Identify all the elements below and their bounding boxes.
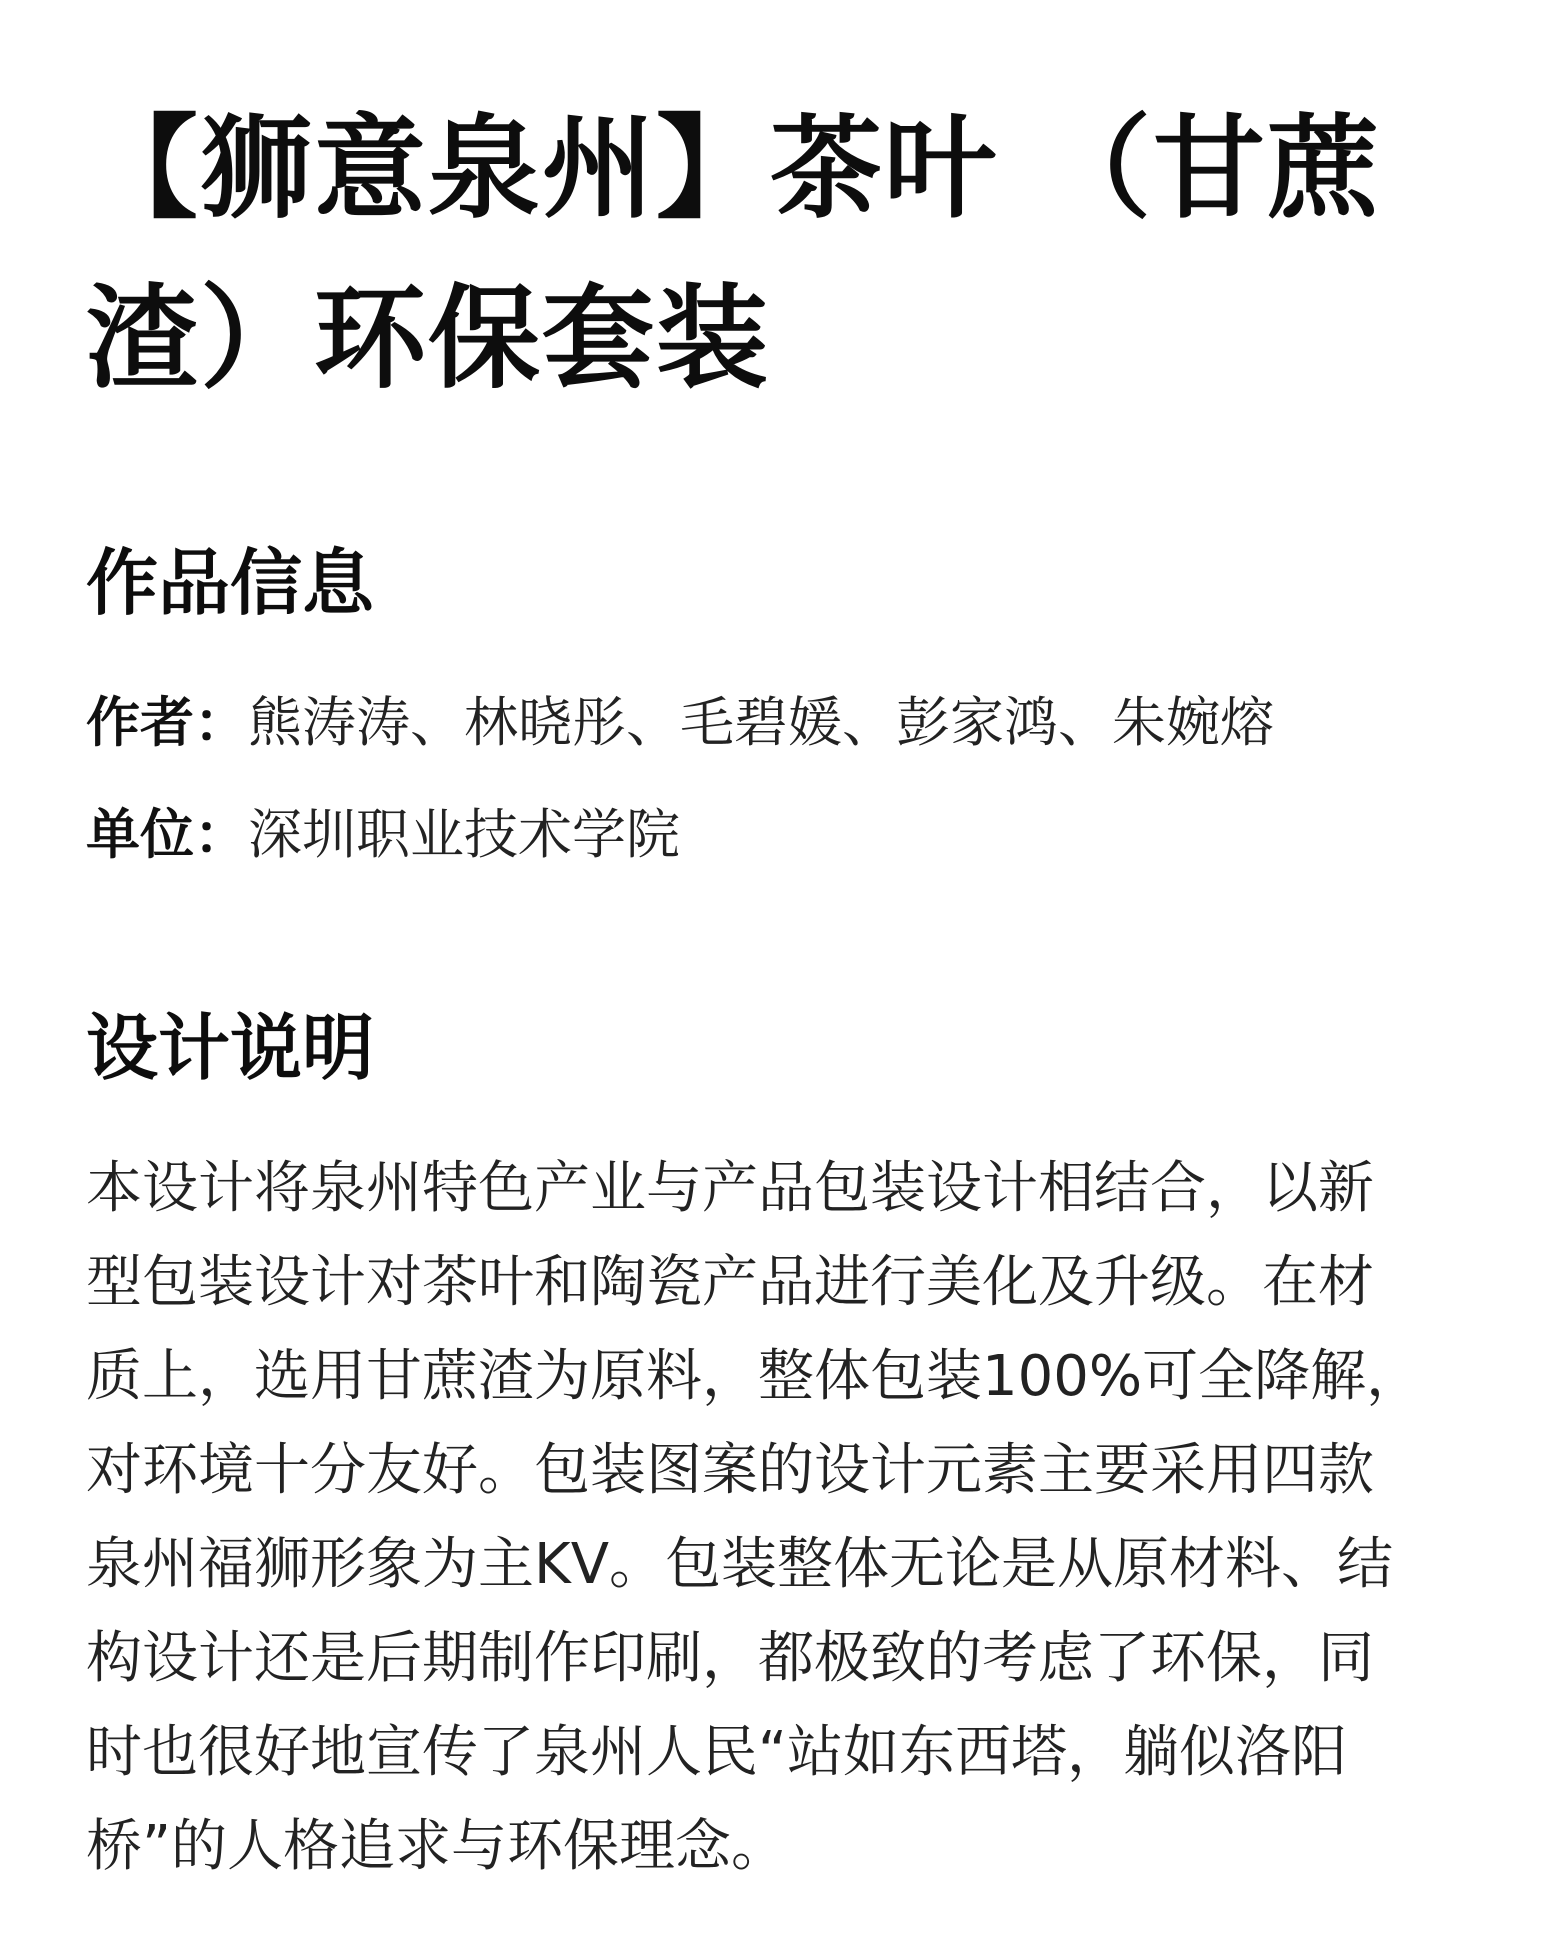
page-title-line-2: 渣）环保套装 xyxy=(86,274,770,404)
design-description-body xyxy=(86,1142,1486,1894)
description-line: 构设计还是后期制作印刷，都极致的考虑了环保，同 xyxy=(86,1626,1374,1691)
description-line: 型包装设计对茶叶和陶瓷产品进行美化及升级。在材 xyxy=(86,1250,1374,1315)
unit-label: 单位： xyxy=(86,803,248,866)
author-row xyxy=(86,688,1274,758)
description-line: 对环境十分友好。包装图案的设计元素主要采用四款 xyxy=(86,1438,1374,1503)
unit-row xyxy=(86,800,680,870)
description-line: 本设计将泉州特色产业与产品包装设计相结合，以新 xyxy=(86,1156,1374,1221)
unit-value: 深圳职业技术学院 xyxy=(248,803,680,866)
design-description-heading: 设计说明 xyxy=(86,1006,375,1090)
author-value: 熊涛涛、林晓彤、毛碧媛、彭家鸿、朱婉熔 xyxy=(248,691,1274,754)
author-label: 作者： xyxy=(86,691,248,754)
work-info-heading: 作品信息 xyxy=(86,541,375,625)
description-line: 质上，选用甘蔗渣为原料，整体包装100%可全降解， xyxy=(86,1344,1423,1409)
description-line: 泉州福狮形象为主KV。包装整体无论是从原材料、结 xyxy=(86,1532,1394,1597)
page-title xyxy=(86,84,1486,424)
description-line: 时也很好地宣传了泉州人民“站如东西塔，躺似洛阳 xyxy=(86,1720,1348,1785)
page-title-line-1: 【狮意泉州】茶叶 （甘蔗 xyxy=(86,104,1381,234)
description-line: 桥”的人格追求与环保理念。 xyxy=(86,1814,788,1879)
